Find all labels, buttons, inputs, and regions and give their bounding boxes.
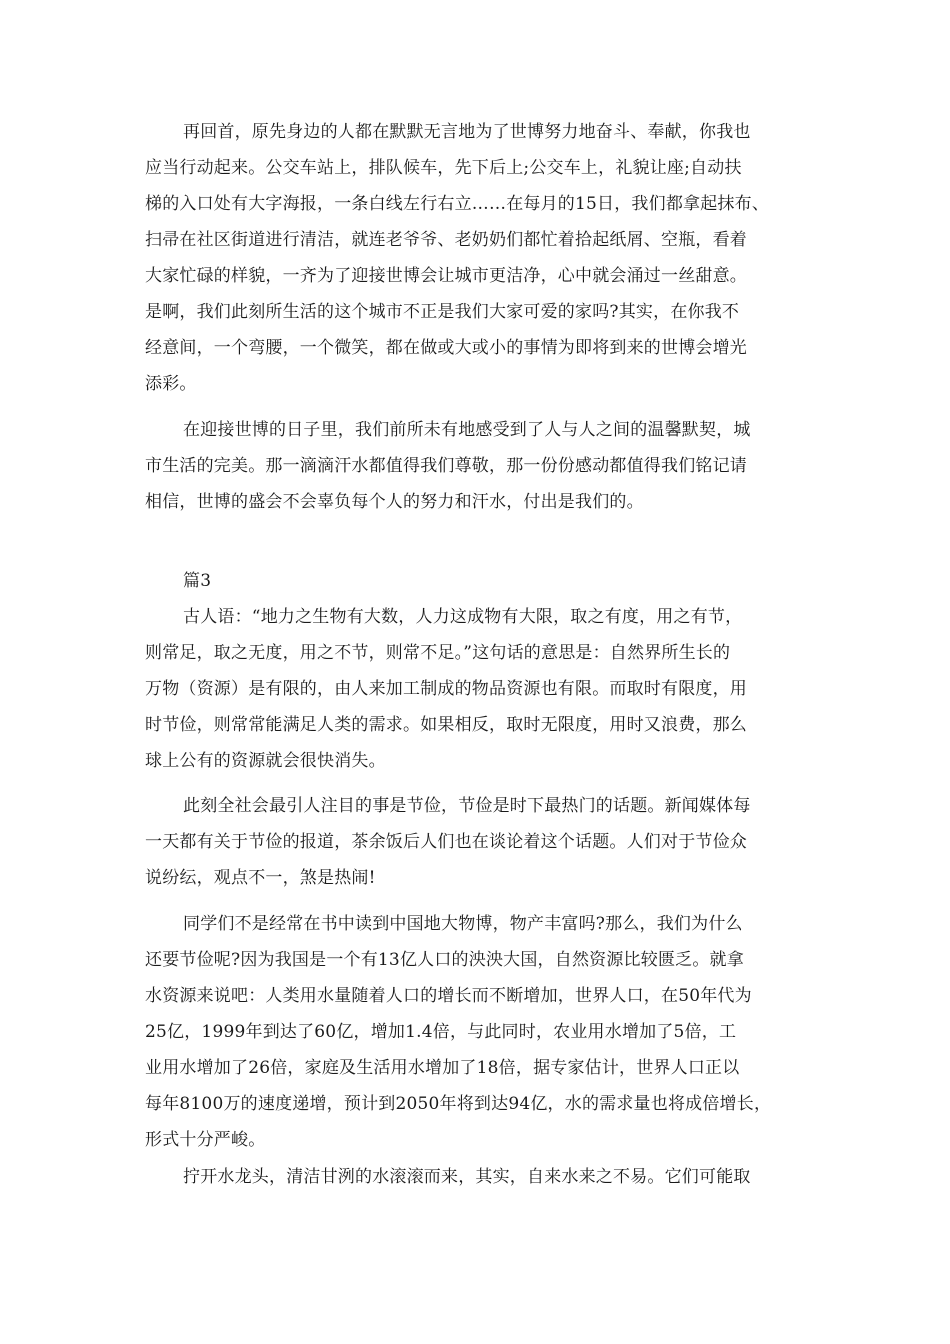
text-line: 说纷纭，观点不一，煞是热闹!: [145, 868, 376, 888]
text-line: 大家忙碌的样貌，一齐为了迎接世博会让城市更洁净，心中就会涌过一丝甜意。: [145, 266, 747, 286]
text-line: 拧开水龙头，清洁甘洌的水滚滚而来，其实，自来水来之不易。它们可能取: [183, 1167, 751, 1187]
text-line: 水资源来说吧：人类用水量随着人口的增长而不断增加，世界人口，在50年代为: [145, 986, 752, 1006]
text-line: 应当行动起来。公交车站上，排队候车，先下后上;公交车上，礼貌让座;自动扶: [145, 158, 742, 178]
text-line: 25亿，1999年到达了60亿，增加1.4倍，与此同时，农业用水增加了5倍，工: [145, 1022, 737, 1042]
text-line: 还要节俭呢?因为我国是一个有13亿人口的泱泱大国，自然资源比较匮乏。就拿: [145, 950, 744, 970]
text-line: 经意间，一个弯腰，一个微笑，都在做或大或小的事情为即将到来的世博会增光: [145, 338, 747, 358]
text-line: 则常足，取之无度，用之不节，则常不足。”这句话的意思是：自然界所生长的: [145, 643, 731, 663]
text-line: 每年8100万的速度递增，预计到2050年将到达94亿，水的需求量也将成倍增长，: [145, 1094, 772, 1114]
text-line: 此刻全社会最引人注目的事是节俭，节俭是时下最热门的话题。新闻媒体每: [183, 796, 751, 816]
text-line: 扫帚在社区街道进行清洁，就连老爷爷、老奶奶们都忙着拾起纸屑、空瓶，看着: [145, 230, 747, 250]
text-line: 时节俭，则常常能满足人类的需求。如果相反，取时无限度，用时又浪费，那么: [145, 715, 747, 735]
text-line: 万物（资源）是有限的，由人来加工制成的物品资源也有限。而取时有限度，用: [145, 679, 747, 699]
text-line: 同学们不是经常在书中读到中国地大物博，物产丰富吗?那么，我们为什么: [183, 914, 743, 934]
text-line: 梯的入口处有大字海报，一条白线左行右立……在每月的15日，我们都拿起抹布、: [145, 194, 770, 214]
text-line: 再回首，原先身边的人都在默默无言地为了世博努力地奋斗、奉献，你我也: [183, 122, 751, 142]
section-title: 篇3: [183, 571, 212, 591]
text-line: 业用水增加了26倍，家庭及生活用水增加了18倍，据专家估计，世界人口正以: [145, 1058, 740, 1078]
text-line: 相信，世博的盛会不会辜负每个人的努力和汗水，付出是我们的。: [145, 492, 644, 512]
text-line: 是啊，我们此刻所生活的这个城市不正是我们大家可爱的家吗?其实，在你我不: [145, 302, 740, 322]
text-line: 形式十分严峻。: [145, 1130, 266, 1150]
text-line: 在迎接世博的日子里，我们前所未有地感受到了人与人之间的温馨默契，城: [183, 420, 751, 440]
text-line: 球上公有的资源就会很快消失。: [145, 751, 386, 771]
text-line: 古人语：“地力之生物有大数，人力这成物有大限，取之有度，用之有节，: [183, 607, 743, 627]
text-line: 添彩。: [145, 374, 197, 394]
text-line: 一天都有关于节俭的报道，茶余饭后人们也在谈论着这个话题。人们对于节俭众: [145, 832, 747, 852]
text-line: 市生活的完美。那一滴滴汗水都值得我们尊敬，那一份份感动都值得我们铭记请: [145, 456, 747, 476]
